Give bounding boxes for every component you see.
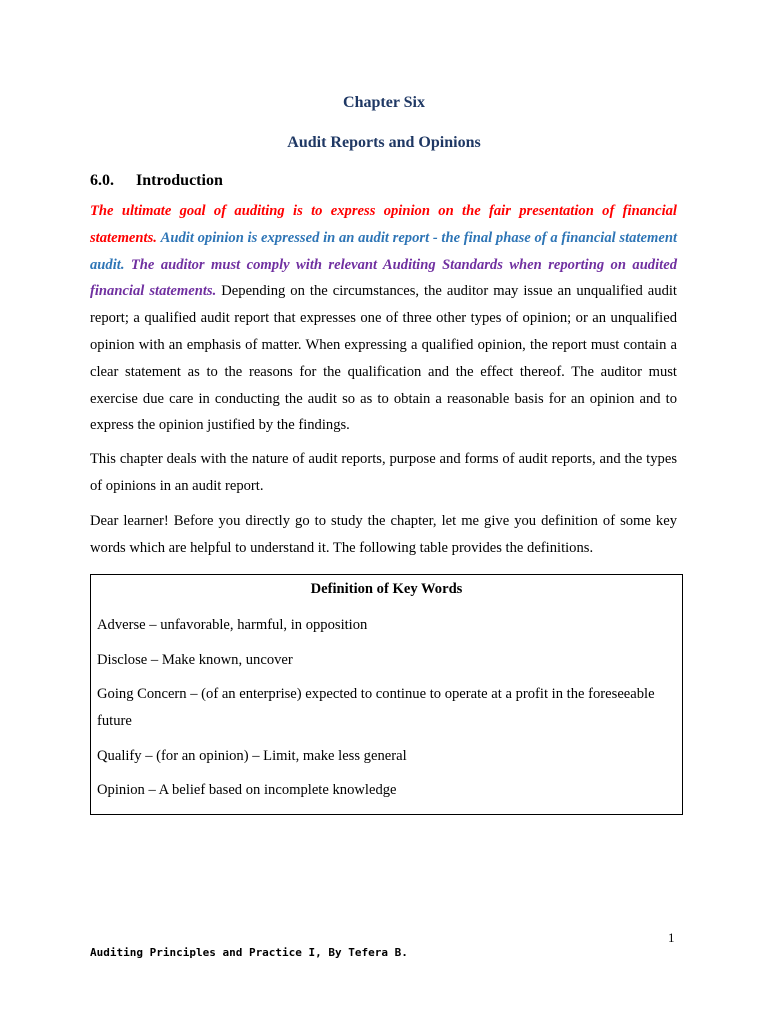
page-footer: Auditing Principles and Practice I, By Tefera B.: [90, 946, 408, 959]
intro-body-text: Depending on the circumstances, the auditor may issue an unqualified audit report; a qualified audit report that expresses one of three other types of opinion; or an unqualified opinion with an emphasis of matter. When expressing a qualified opinion, the report must contain a clear statement as to the reasons for the qualification and the effect thereof. The auditor must exercise due care in conducting the audit so as to obtain a reasonable basis for an opinion and to express the opinion justified by the findings.: [90, 283, 677, 434]
definition-item: Adverse – unfavorable, harmful, in opposition: [97, 617, 368, 633]
chapter-title: Chapter Six: [343, 94, 425, 111]
intro-highlight-blue: Audit opinion is expressed in an audit report - the final phase of a financial statement audit.: [90, 229, 677, 273]
section-heading: [90, 172, 223, 190]
definition-item: Going Concern – (of an enterprise) expected to continue to operate at a profit in the foreseeable future: [97, 686, 655, 729]
definition-item: Qualify – (for an opinion) – Limit, make less general: [97, 748, 407, 764]
chapter-scope-paragraph: This chapter deals with the nature of audit reports, purpose and forms of audit reports, and the types of opinions in an audit report.: [90, 451, 677, 494]
learner-note-paragraph: Dear learner! Before you directly go to study the chapter, let me give you definition of some key words which are helpful to understand it. The following table provides the definitions.: [90, 513, 677, 556]
chapter-subtitle: Audit Reports and Opinions: [287, 134, 481, 151]
section-title: Introduction: [136, 172, 223, 189]
key-words-table: [90, 574, 683, 815]
key-words-title: Definition of Key Words: [310, 581, 463, 597]
page-number: 1: [668, 930, 675, 945]
definition-item: Disclose – Make known, uncover: [97, 652, 293, 668]
intro-highlight-purple: The auditor must comply with relevant Auditing Standards when reporting on audited financial statements.: [90, 256, 677, 300]
definition-item: Opinion – A belief based on incomplete knowledge: [97, 782, 397, 798]
section-number: 6.0.: [90, 172, 114, 189]
intro-paragraph: [90, 198, 677, 439]
intro-highlight-red: The ultimate goal of auditing is to express opinion on the fair presentation of financial statements.: [90, 203, 677, 246]
